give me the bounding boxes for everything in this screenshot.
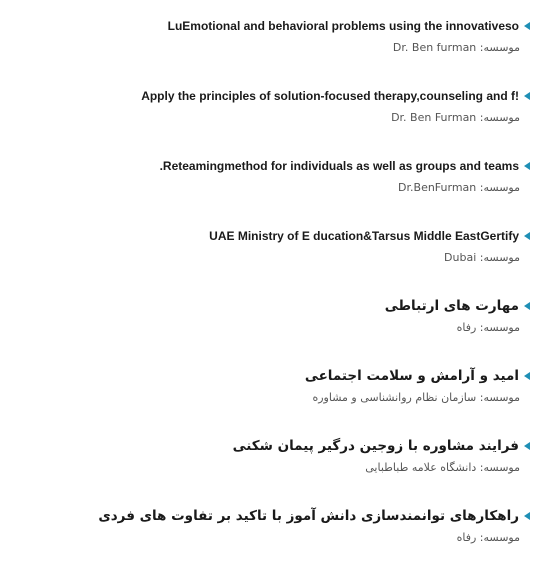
institute-label: موسسه: — [479, 461, 520, 474]
institute-label: موسسه: — [479, 41, 520, 54]
item-title-row — [10, 297, 530, 315]
item-title-row — [10, 367, 530, 385]
list-item — [10, 227, 530, 266]
institute-value: رفاه — [456, 531, 477, 544]
institute-label: موسسه: — [479, 321, 520, 334]
item-title: LuEmotional and behavioral problems using the innovativeso — [167, 19, 519, 33]
item-title-row — [10, 507, 530, 525]
institute-value: رفاه — [456, 321, 477, 334]
item-meta — [10, 110, 530, 126]
item-meta — [10, 390, 530, 406]
item-title-row — [10, 17, 530, 35]
item-title-row — [10, 437, 530, 455]
list-item — [10, 437, 530, 476]
list-item — [10, 507, 530, 546]
item-title: امید و آرامش و سلامت اجتماعی — [304, 368, 519, 384]
institute-label: موسسه: — [479, 111, 520, 124]
bullet-triangle-icon — [524, 442, 530, 450]
bullet-triangle-icon — [524, 302, 530, 310]
institute-value: Dr. Ben furman — [392, 41, 477, 54]
list-item — [10, 297, 530, 336]
list-item — [10, 157, 530, 196]
item-meta — [10, 250, 530, 266]
bullet-triangle-icon — [524, 232, 530, 240]
list-item — [10, 17, 530, 56]
institute-value: سازمان نظام روانشناسی و مشاوره — [312, 391, 477, 404]
list-item — [10, 367, 530, 406]
institute-label: موسسه: — [479, 251, 520, 264]
item-title: فرایند مشاوره با زوجین درگیر پیمان شکنی — [232, 438, 519, 454]
item-title: مهارت های ارتباطی — [384, 298, 519, 314]
item-title-row — [10, 157, 530, 175]
bullet-triangle-icon — [524, 162, 530, 170]
item-title: .Reteamingmethod for individuals as well as groups and teams — [159, 159, 519, 173]
item-title-row — [10, 87, 530, 105]
item-title-row — [10, 227, 530, 245]
bullet-triangle-icon — [524, 92, 530, 100]
institute-value: Dr. Ben Furman — [391, 111, 477, 124]
institute-value: Dubai — [444, 251, 477, 264]
item-title: راهکارهای توانمندسازی دانش آموز با تاکید بر تفاوت های فردی — [98, 508, 519, 524]
bullet-triangle-icon — [524, 372, 530, 380]
item-meta — [10, 40, 530, 56]
institute-value: دانشگاه علامه طباطبایی — [365, 461, 477, 474]
item-title: UAE Ministry of E ducation&Tarsus Middle EastGertify — [209, 229, 519, 243]
list-item — [10, 87, 530, 126]
institute-label: موسسه: — [479, 391, 520, 404]
institute-label: موسسه: — [479, 181, 520, 194]
item-meta — [10, 320, 530, 336]
item-meta — [10, 180, 530, 196]
bullet-triangle-icon — [524, 22, 530, 30]
item-meta — [10, 530, 530, 546]
institute-label: موسسه: — [479, 531, 520, 544]
bullet-triangle-icon — [524, 512, 530, 520]
institute-value: Dr.BenFurman — [398, 181, 477, 194]
item-title: Apply the principles of solution-focused therapy,counseling and f! — [141, 89, 519, 103]
item-meta — [10, 460, 530, 476]
